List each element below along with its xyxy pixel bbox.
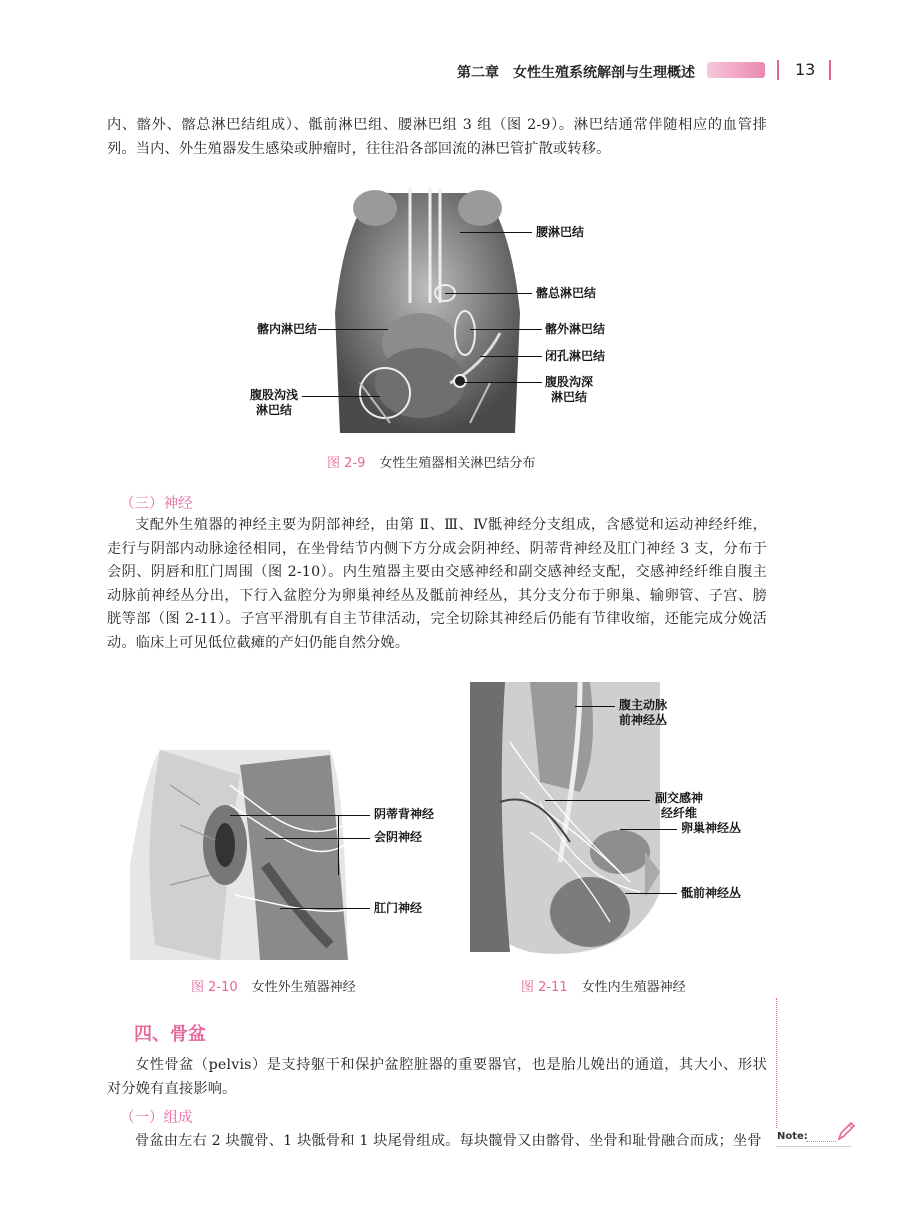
- figure-2-11-caption: [521, 976, 686, 995]
- pencil-icon: [836, 1120, 856, 1146]
- note-rule: [776, 1146, 851, 1147]
- section-heading-pelvis: 四、骨盆: [134, 1024, 206, 1045]
- label-external-iliac-nodes: 髂外淋巴结: [545, 322, 606, 336]
- paragraph-composition: 骨盆由左右 2 块髋骨、1 块骶骨和 1 块尾骨组成。每块髋骨又由髂骨、坐骨和耻骨融合而成；坐骨: [135, 1133, 762, 1149]
- note-label: Note:: [777, 1131, 808, 1142]
- label-common-iliac-nodes: 髂总淋巴结: [536, 286, 597, 300]
- label-lumbar-nodes: 腰淋巴结: [536, 225, 585, 239]
- header-divider: [777, 60, 779, 80]
- leader-anal: [280, 908, 370, 909]
- leader-internal-iliac: [318, 329, 388, 330]
- note-underline: [806, 1141, 836, 1142]
- label-anal-nerve: 肛门神经: [374, 901, 423, 915]
- paragraph-pelvis: 女性骨盆（pelvis）是支持躯干和保护盆腔脏器的重要器官，也是胎儿娩出的通道，其大小、形状对分娩有直接影响。: [107, 1057, 767, 1097]
- margin-dotted-line: [776, 998, 777, 1128]
- leader-external-iliac: [470, 329, 542, 330]
- label-internal-iliac-nodes: 髂内淋巴结: [257, 322, 318, 336]
- figure-2-10-caption: [191, 976, 356, 995]
- label-perineal-nerve: 会阴神经: [374, 830, 423, 844]
- caption-number: 图 2-11: [521, 980, 568, 995]
- leader-aortic-plexus: [575, 706, 615, 707]
- page-number: 13: [795, 60, 816, 79]
- subsection-heading-composition: （一）组成: [120, 1110, 193, 1126]
- caption-number: 图 2-10: [191, 980, 238, 995]
- label-dorsal-clitoral-nerve: 阴蒂背神经: [374, 807, 435, 821]
- chapter-title: 第二章 女性生殖系统解剖与生理概述: [457, 65, 695, 81]
- leader-obturator: [480, 356, 542, 357]
- header-accent-bar: [707, 62, 765, 78]
- label-superficial-inguinal-nodes: 腹股沟浅 淋巴结: [250, 388, 299, 417]
- leader-presacral-plexus: [625, 893, 677, 894]
- subsection-heading-nerves: （三）神经: [120, 496, 193, 512]
- label-presacral-plexus: 骶前神经丛: [681, 886, 742, 900]
- figure-2-9-caption: [327, 452, 535, 471]
- caption-text: 女性生殖器相关淋巴结分布: [379, 456, 536, 471]
- label-ovarian-plexus: 卵巢神经丛: [681, 821, 742, 835]
- caption-number: 图 2-9: [327, 456, 366, 471]
- leader-ovarian-plexus: [620, 829, 677, 830]
- label-obturator-nodes: 闭孔淋巴结: [545, 349, 606, 363]
- caption-text: 女性外生殖器神经: [251, 980, 356, 995]
- leader-parasympathetic: [545, 800, 650, 801]
- leader-dorsal-clitoral: [230, 815, 370, 816]
- leader-bracket: [338, 815, 339, 875]
- paragraph-lymph: 内、髂外、髂总淋巴结组成）、骶前淋巴组、腰淋巴组 3 组（图 2-9）。淋巴结通常伴随相应的血管排列。当内、外生殖器发生感染或肿瘤时，往往沿各部回流的淋巴管扩散或转移。: [107, 117, 767, 157]
- leader-common-iliac: [445, 293, 532, 294]
- leader-perineal: [265, 838, 370, 839]
- caption-text: 女性内生殖器神经: [581, 980, 686, 995]
- leader-superficial-inguinal: [302, 396, 380, 397]
- label-deep-inguinal-nodes: 腹股沟深 淋巴结: [545, 375, 594, 404]
- external-genitalia-nerve-illustration: [130, 745, 348, 960]
- header-divider-right: [829, 60, 831, 80]
- label-parasympathetic-fibers: 副交感神 经纤维: [655, 791, 704, 820]
- figure-2-10-image: [130, 745, 348, 960]
- leader-lumbar: [460, 232, 532, 233]
- paragraph-nerves: 支配外生殖器的神经主要为阴部神经，由第 Ⅱ、Ⅲ、Ⅳ骶神经分支组成，含感觉和运动神经纤维，走行与阴部内动脉途径相同，在坐骨结节内侧下方分成会阴神经、阴蒂背神经及肛门神经 3 支，分布于会阴、阴唇和肛门周围（图 2-10）。内生殖器主要由交感神经和副交感神经支配，交感神经纤维自腹主动脉前神经丛分出，下行入盆腔分为卵巢神经丛及骶前神经丛，其分支分布于卵巢、输卵管、子宫、膀胱等部（图 2-11）。子宫平滑肌有自主节律活动，完全切除其神经后仍能有节律收缩，还能完成分娩活动。临床上可见低位截瘫的产妇仍能自然分娩。: [107, 517, 767, 651]
- leader-deep-inguinal: [462, 382, 542, 383]
- label-aortic-plexus: 腹主动脉 前神经丛: [619, 698, 668, 727]
